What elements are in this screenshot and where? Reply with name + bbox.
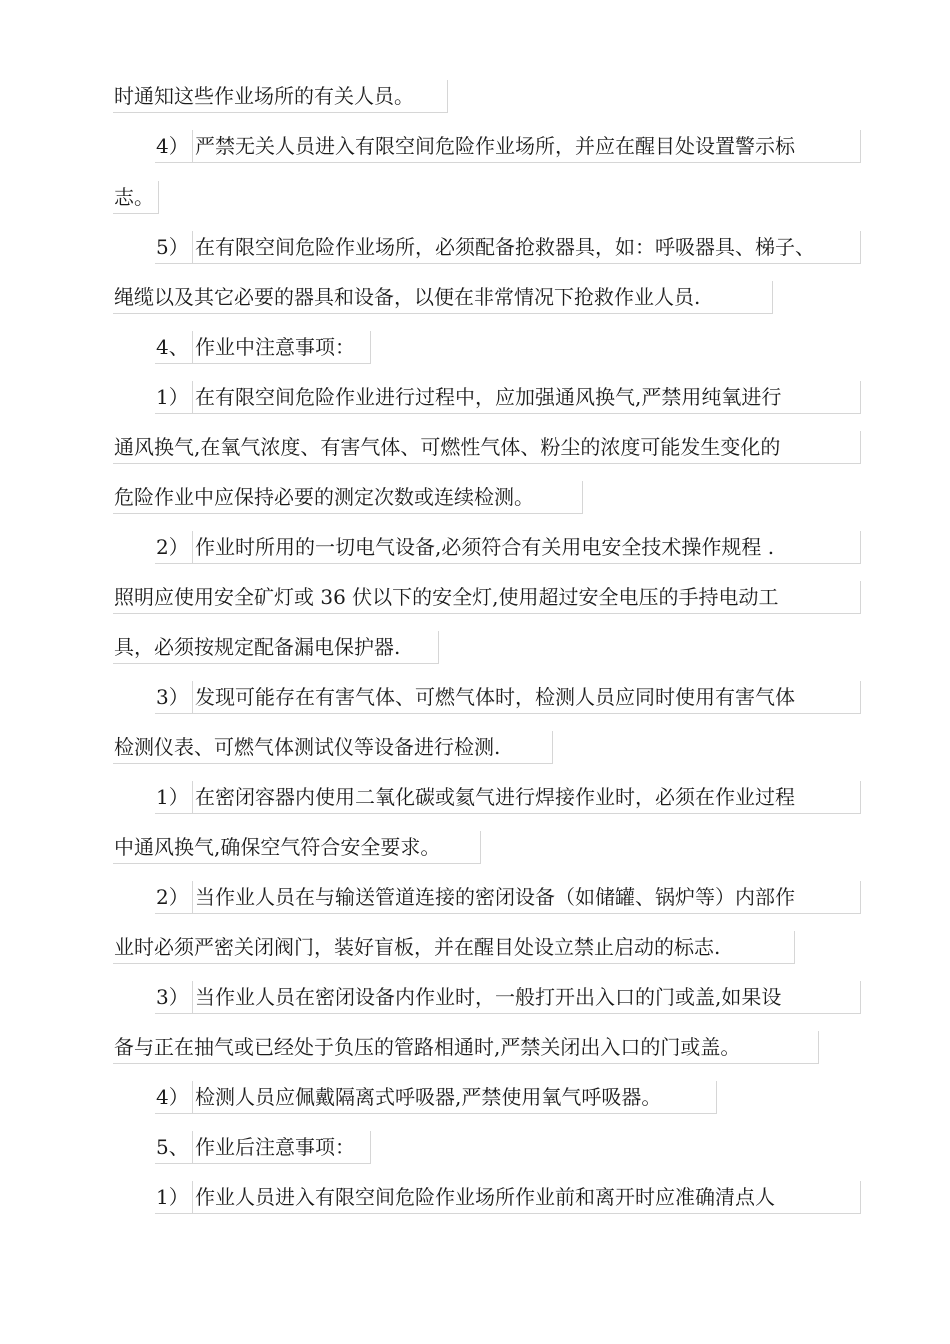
item-number: 2） [156,531,193,564]
line-text: 时通知这些作业场所的有关人员。 [114,84,414,108]
text-line [113,281,773,314]
line-text: 作业时所用的一切电气设备,必须符合有关用电安全技术操作规程 . [195,535,775,559]
item-number: 1） [156,381,193,414]
line-text: 照明应使用安全矿灯或 36 伏以下的安全灯,使用超过安全电压的手持电动工 [114,585,779,609]
text-line [155,981,861,1014]
item-number: 3） [156,981,193,1014]
item-number: 4） [156,130,193,163]
item-number: 2） [156,881,193,914]
line-text: 具，必须按规定配备漏电保护器. [114,635,401,659]
section-number: 5、 [156,1131,193,1164]
line-text: 危险作业中应保持必要的测定次数或连续检测。 [114,485,534,509]
text-line [155,1181,861,1214]
item-number: 5） [156,231,193,264]
line-text: 备与正在抽气或已经处于负压的管路相通时,严禁关闭出入口的门或盖。 [114,1035,741,1059]
line-text: 通风换气,在氧气浓度、有害气体、可燃性气体、粉尘的浓度可能发生变化的 [114,435,781,459]
section-heading [155,331,371,364]
text-line [113,831,481,864]
line-text: 发现可能存在有害气体、可燃气体时，检测人员应同时使用有害气体 [195,685,795,709]
text-line [155,781,861,814]
text-line [113,181,159,214]
line-text: 在有限空间危险作业场所，必须配备抢救器具，如：呼吸器具、梯子、 [195,235,815,259]
text-line [155,1081,717,1114]
line-text: 绳缆以及其它必要的器具和设备，以便在非常情况下抢救作业人员. [114,285,701,309]
text-line [113,1031,819,1064]
line-text: 业时必须严密关闭阀门，装好盲板，并在醒目处设立禁止启动的标志. [114,935,721,959]
text-line [155,381,861,414]
line-text: 作业中注意事项： [195,335,355,359]
section-heading [155,1131,371,1164]
text-line [155,681,861,714]
item-number: 4） [156,1081,193,1114]
item-number: 1） [156,1181,193,1214]
text-line [113,581,861,614]
text-line [155,130,861,163]
text-line [155,881,861,914]
line-text: 志。 [114,185,154,209]
line-text: 在有限空间危险作业进行过程中，应加强通风换气,严禁用纯氧进行 [195,385,782,409]
text-line [113,80,448,113]
line-text: 中通风换气,确保空气符合安全要求。 [114,835,441,859]
text-line [113,731,553,764]
text-line [155,531,861,564]
text-line [113,931,795,964]
line-text: 检测仪表、可燃气体测试仪等设备进行检测. [114,735,501,759]
text-line [113,631,439,664]
line-text: 当作业人员在与输送管道连接的密闭设备（如储罐、锅炉等）内部作 [195,885,795,909]
item-number: 3） [156,681,193,714]
line-text: 在密闭容器内使用二氧化碳或氦气进行焊接作业时，必须在作业过程 [195,785,795,809]
item-number: 1） [156,781,193,814]
line-text: 严禁无关人员进入有限空间危险作业场所，并应在醒目处设置警示标 [195,134,795,158]
line-text: 作业人员进入有限空间危险作业场所作业前和离开时应准确清点人 [195,1185,775,1209]
line-text: 检测人员应佩戴隔离式呼吸器,严禁使用氧气呼吸器。 [195,1085,662,1109]
text-line [113,431,861,464]
line-text: 作业后注意事项： [195,1135,355,1159]
text-line [155,231,861,264]
text-line [113,481,583,514]
section-number: 4、 [156,331,193,364]
line-text: 当作业人员在密闭设备内作业时，一般打开出入口的门或盖,如果设 [195,985,782,1009]
